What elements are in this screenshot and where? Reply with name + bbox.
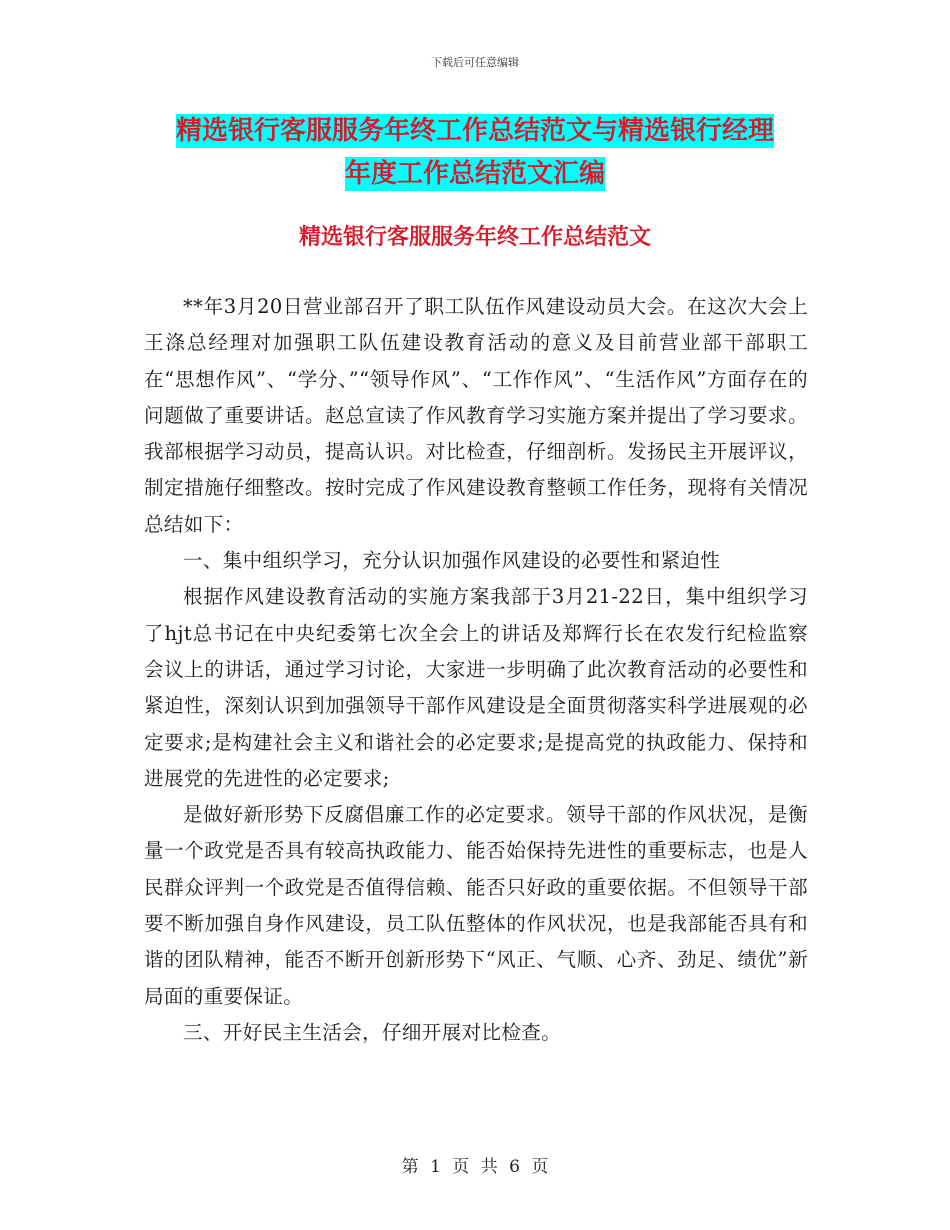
paragraph: 是做好新形势下反腐倡廉工作的必定要求。领导干部的作风状况，是衡量一个政党是否具有较高执政能力、能否始保持先进性的重要标志，也是人民群众评判一个政党是否值得信赖、能否只好政的重要依据。不但领导干部要不断加强自身作风建设，员工队伍整体的作风状况，也是我部能否具有和谐的团队精神，能否不断开创新形势下“风正、气顺、心齐、劲足、绩优”新局面的重要保证。 <box>144 803 808 1008</box>
paragraph: **年3月20日营业部召开了职工队伍作风建设动员大会。在这次大会上王涤总经理对加强职工队伍建设教育活动的意义及目前营业部干部职工在“思想作风”、“学分、”“领导作风”、“工作作风”、“生活作风”方面存在的问题做了重要讲话。赵总宣读了作风教育学习实施方案并提出了学习要求。我部根据学习动员，提高认识。对比检查，仔细剖析。发扬民主开展评议，制定措施仔细整改。按时完成了作风建设教育整顿工作任务，现将有关情况总结如下： <box>144 295 808 536</box>
header-note: 下载后可任意编辑 <box>431 56 519 69</box>
page-footer: 第 1 页 共 6 页 <box>401 1157 549 1177</box>
section-title: 精选银行客服服务年终工作总结范文 <box>298 225 651 250</box>
body-text <box>144 289 808 1051</box>
document-title-line-2 <box>0 157 950 191</box>
paragraph: 一、集中组织学习，充分认识加强作风建设的必要性和紧迫性 <box>183 549 721 573</box>
paragraph: 三、开好民主生活会，仔细开展对比检查。 <box>183 1020 562 1044</box>
document-title-text-2: 年度工作总结范文汇编 <box>344 159 605 189</box>
paragraph: 根据作风建设教育活动的实施方案我部于3月21-22日，集中组织学习了hjt总书记在中央纪委第七次全会上的讲话及郑辉行长在农发行纪检监察会议上的讲话，通过学习讨论，大家进一步明确了此次教育活动的必要性和紧迫性，深刻认识到加强领导干部作风建设是全面贯彻落实科学进展观的必定要求;是构建社会主义和谐社会的必定要求;是提高党的执政能力、保持和进展党的先进性的必定要求; <box>144 585 808 790</box>
document-title-line-1 <box>0 114 950 148</box>
document-title-text-1: 精选银行客服服务年终工作总结范文与精选银行经理 <box>175 116 774 146</box>
